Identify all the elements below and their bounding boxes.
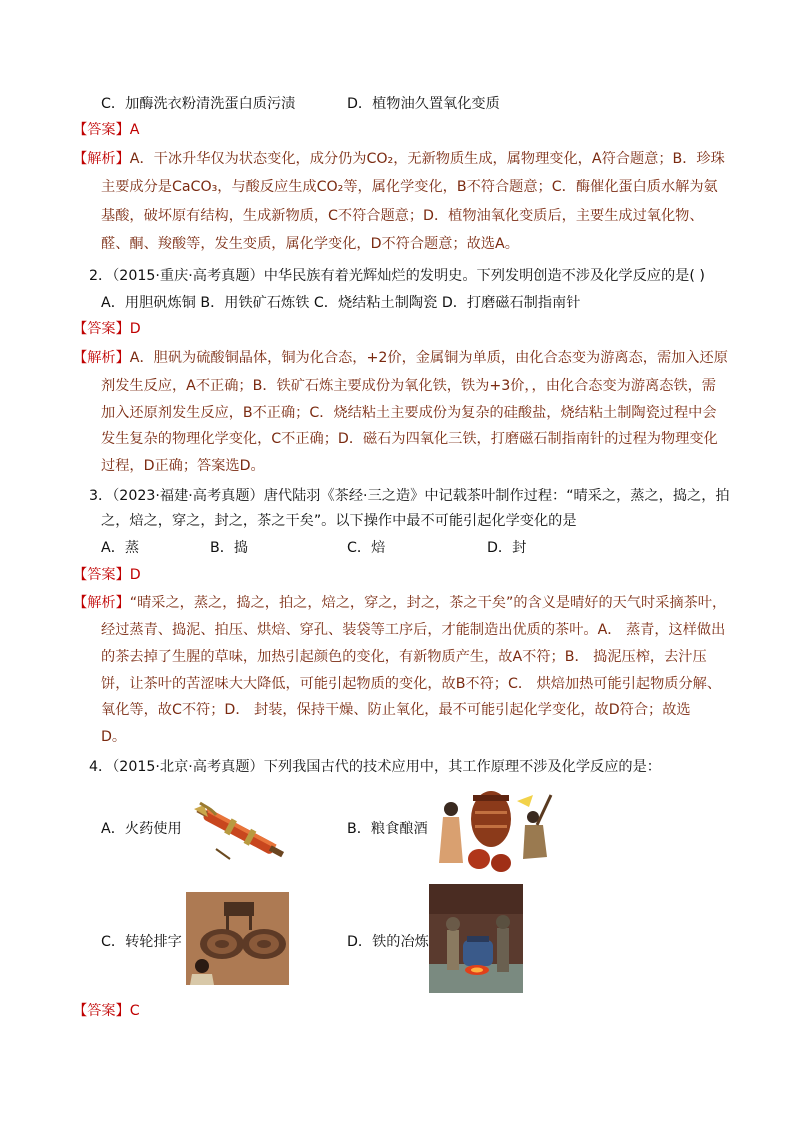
q3-analysis-line-1: 【解析】“晴采之，蒸之，捣之，拍之，焙之，穿之，封之，茶之干矣”的含义是晴好的天气时采摘茶叶， bbox=[73, 595, 727, 611]
q3-option-c: C．焙 bbox=[347, 540, 386, 556]
q3-analysis-line-6: D。 bbox=[101, 729, 127, 745]
q4-option-d: D．铁的冶炼 bbox=[347, 934, 429, 950]
q2-analysis-line-3: 加入还原剂发生反应，B不正确；C．烧结粘土主要成份为复杂的硅酸盐，烧结粘土制陶瓷过程中会 bbox=[101, 405, 717, 421]
q2-analysis-line-2: 剂发生反应，A不正确；B．铁矿石炼主要成份为氧化铁，铁为+3价，，由化合态变为游离态铁，需 bbox=[101, 378, 716, 394]
q2-analysis-line-1: 【解析】A．胆矾为硫酸铜晶体，铜为化合态，+2价，金属铜为单质，由化合态变为游离态，需加入还原 bbox=[73, 350, 728, 366]
q3-analysis-line-4: 饼，让茶叶的苦涩味大大降低，可能引起物质的变化，故B不符；C． 烘焙加热可能引起物质分解、 bbox=[101, 676, 722, 692]
answer-value: D bbox=[129, 567, 141, 583]
answer-label: 【答案】 bbox=[73, 567, 130, 583]
q1-analysis-line-2: 主要成分是CaCO₃，与酸反应生成CO₂等，属化学变化，B不符合题意；C．酶催化蛋白质水解为氨 bbox=[101, 179, 718, 195]
q1-option-c: C．加酶洗衣粉清洗蛋白质污渍 bbox=[101, 96, 296, 112]
answer-value: A bbox=[129, 122, 140, 138]
q3-stem-line-1: 3．（2023·福建·高考真题）唐代陆羽《茶经·三之造》中记载茶叶制作过程：“晴采之，蒸之，捣之，拍 bbox=[89, 488, 730, 504]
gunpowder-image bbox=[186, 797, 290, 867]
q3-option-a: A．蒸 bbox=[101, 540, 140, 556]
q2-options: A．用胆矾炼铜 B．用铁矿石炼铁 C．烧结粘土制陶瓷 D．打磨磁石制指南针 bbox=[101, 295, 581, 311]
q3-stem-line-2: 之，焙之，穿之，封之，茶之干矣”。以下操作中最不可能引起化学变化的是 bbox=[101, 513, 577, 529]
iron-smelting-image bbox=[429, 884, 523, 993]
q3-analysis-line-2: 经过蒸青、捣泥、拍压、烘焙、穿孔、装袋等工序后，才能制造出优质的茶叶。A． 蒸青，这样做出 bbox=[101, 622, 726, 638]
analysis-label: 【解析】 bbox=[73, 595, 130, 611]
q1-analysis-line-3: 基酸，破坏原有结构，生成新物质，C不符合题意；D．植物油氧化变质后，主要生成过氧化物、 bbox=[101, 208, 704, 224]
q3-analysis-line-3: 的茶去掉了生腥的草味，加热引起颜色的变化，有新物质产生，故A不符；B． 捣泥压榨，去汁压 bbox=[101, 649, 707, 665]
movable-type-image bbox=[186, 892, 289, 985]
q2-answer bbox=[73, 316, 141, 342]
q2-analysis-line-4: 发生复杂的物理化学变化，C不正确；D．磁石为四氧化三铁，打磨磁石制指南针的过程为物理变化 bbox=[101, 431, 718, 447]
answer-label: 【答案】 bbox=[73, 321, 130, 337]
q2-analysis-line-5: 过程，D正确；答案选D。 bbox=[101, 458, 265, 474]
answer-label: 【答案】 bbox=[73, 122, 130, 138]
q1-analysis-line-4: 醛、酮、羧酸等，发生变质，属化学变化，D不符合题意；故选A。 bbox=[101, 236, 519, 252]
wine-brewing-image bbox=[433, 785, 557, 875]
q4-option-c: C．转轮排字 bbox=[101, 934, 182, 950]
q1-option-d: D．植物油久置氧化变质 bbox=[347, 96, 500, 112]
analysis-label: 【解析】 bbox=[73, 350, 130, 366]
q2-stem: 2．（2015·重庆·高考真题）中华民族有着光辉灿烂的发明史。下列发明创造不涉及化学反应的是( ) bbox=[89, 268, 705, 284]
answer-value: C bbox=[129, 1003, 140, 1019]
q4-stem: 4．（2015·北京·高考真题）下列我国古代的技术应用中，其工作原理不涉及化学反应的是： bbox=[89, 759, 661, 775]
answer-value: D bbox=[129, 321, 141, 337]
q4-option-a: A．火药使用 bbox=[101, 821, 182, 837]
q4-option-b: B．粮食酿酒 bbox=[347, 821, 428, 837]
q4-answer bbox=[73, 998, 140, 1024]
q1-answer bbox=[73, 117, 139, 143]
q1-analysis-line-1: 【解析】A．干冰升华仅为状态变化，成分仍为CO₂，无新物质生成，属物理变化，A符合题意；B．珍珠 bbox=[73, 151, 725, 167]
q3-option-d: D．封 bbox=[487, 540, 527, 556]
answer-label: 【答案】 bbox=[73, 1003, 130, 1019]
q3-option-b: B．捣 bbox=[210, 540, 249, 556]
analysis-label: 【解析】 bbox=[73, 151, 130, 167]
q3-analysis-line-5: 氧化等，故C不符；D． 封装，保持干燥、防止氧化，最不可能引起化学变化，故D符合；故选 bbox=[101, 702, 691, 718]
q3-answer bbox=[73, 562, 141, 588]
